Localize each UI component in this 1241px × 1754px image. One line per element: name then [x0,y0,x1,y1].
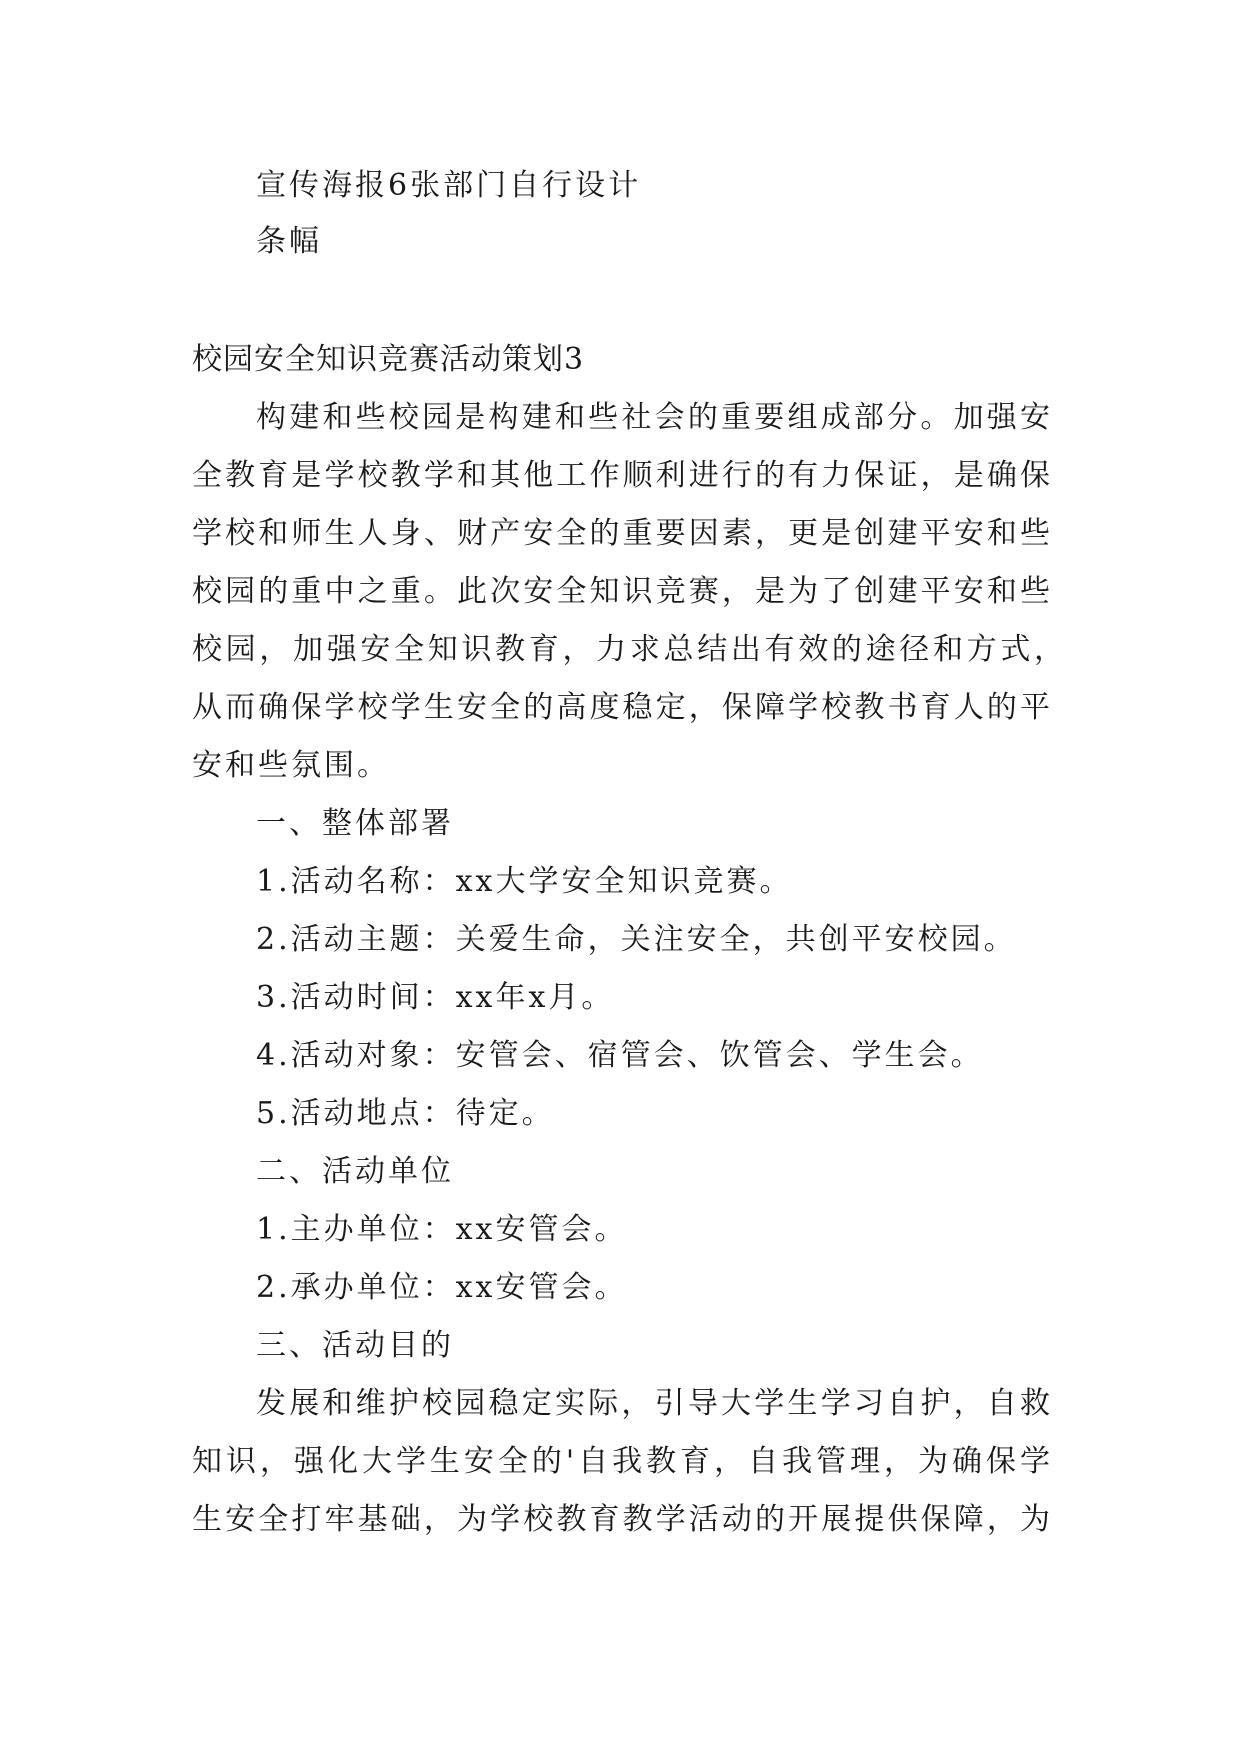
intro-line: 学校和师生人身、财产安全的重要因素，更是创建平安和些 [192,516,1050,551]
intro-line: 校园的重中之重。此次安全知识竞赛，是为了创建平安和些 [192,574,1050,609]
part1-item: 5.活动地点：待定。 [256,1096,555,1131]
part3-line: 生安全打牢基础，为学校教育教学活动的开展提供保障，为 [192,1502,1050,1537]
part2-item: 1.主办单位：xx安管会。 [256,1212,628,1247]
section-title: 校园安全知识竞赛活动策划3 [192,342,585,377]
part1-item: 2.活动主题：关爱生命，关注安全，共创平安校园。 [256,922,1017,957]
part1-item: 3.活动时间：xx年x月。 [256,980,615,1015]
intro-line: 校园，加强安全知识教育，力求总结出有效的途径和方式， [192,632,1064,667]
part3-heading: 三、活动目的 [256,1328,454,1363]
part1-heading: 一、整体部署 [256,806,454,841]
part2-item: 2.承办单位：xx安管会。 [256,1270,628,1305]
part1-item: 4.活动对象：安管会、宿管会、饮管会、学生会。 [256,1038,984,1073]
poster-item: 宣传海报6张部门自行设计 [256,168,642,203]
part3-line: 发展和维护校园稳定实际，引导大学生学习自护，自救 [256,1386,1050,1421]
banner-item: 条幅 [256,224,322,259]
part3-line: 知识，强化大学生安全的'自我教育，自我管理，为确保学 [192,1444,1050,1479]
part2-heading: 二、活动单位 [256,1154,454,1189]
part1-item: 1.活动名称：xx大学安全知识竞赛。 [256,864,793,899]
intro-line: 从而确保学校学生安全的高度稳定，保障学校教书育人的平 [192,690,1050,725]
intro-line: 全教育是学校教学和其他工作顺利进行的有力保证，是确保 [192,458,1050,493]
intro-line: 构建和些校园是构建和些社会的重要组成部分。加强安 [256,400,1050,435]
intro-line: 安和些氛围。 [192,748,390,783]
